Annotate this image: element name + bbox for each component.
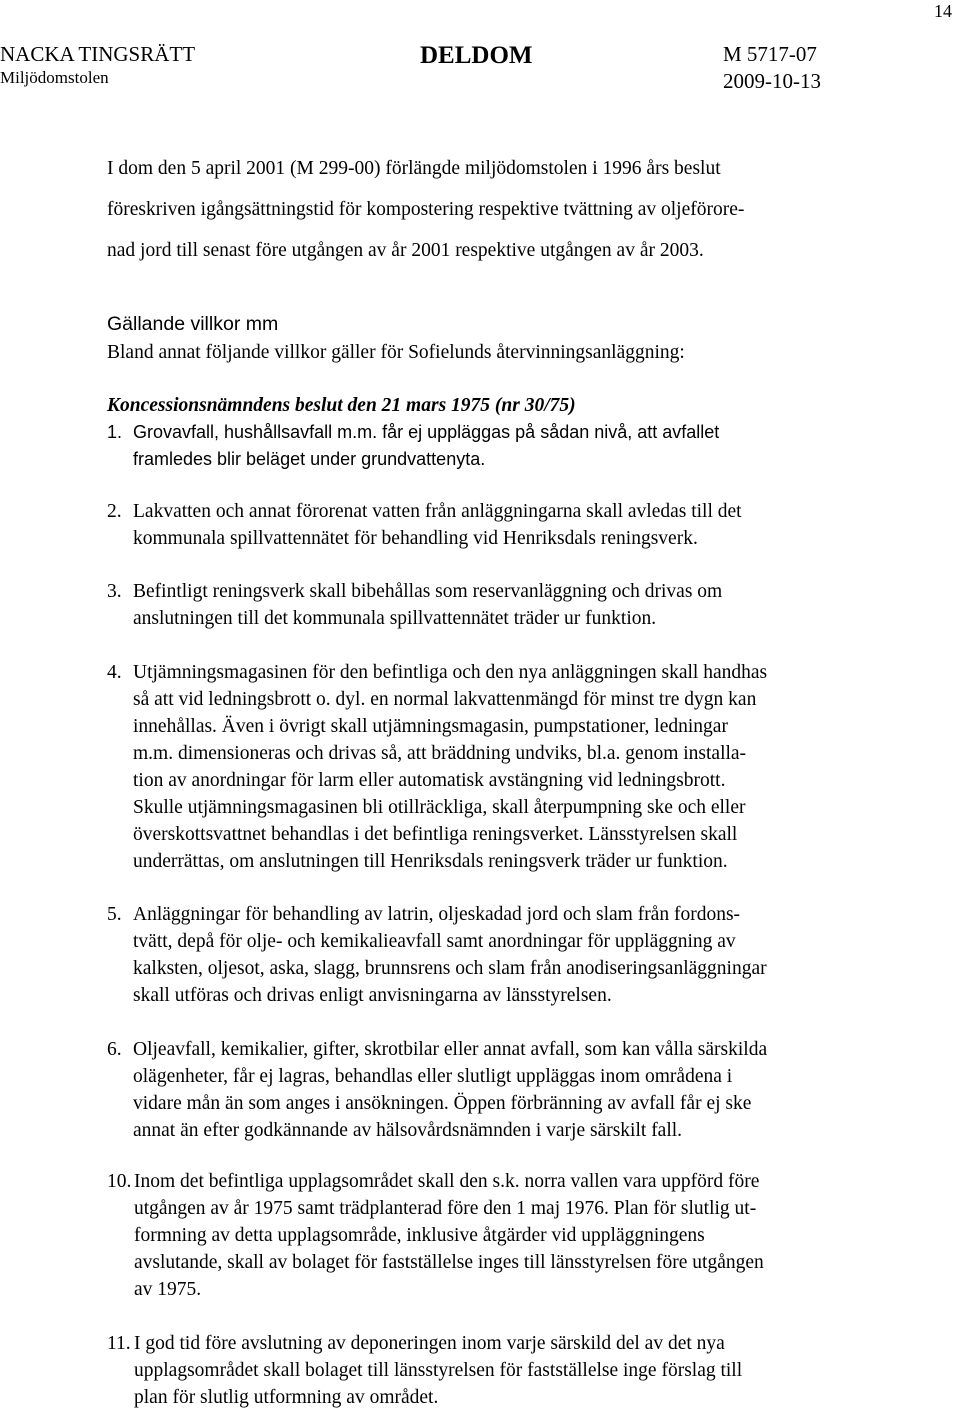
condition-line: överskottsvattnet behandlas i det befintliga reningsverket. Länsstyrelsen skall [133,824,738,845]
condition-line: Utjämningsmagasinen för den befintliga och den nya anläggningen skall handhas [133,662,768,683]
condition-line: Oljeavfall, kemikalier, gifter, skrotbilar eller annat avfall, som kan vålla särskilda [133,1039,768,1060]
condition-item-1 [107,419,872,473]
condition-line: skall utföras och drivas enligt anvisningarna av länsstyrelsen. [133,985,612,1006]
document-type: DELDOM [420,42,533,69]
intro-line: föreskriven igångsättningstid för kompostering respektive tvättning av oljeförore- [107,199,745,220]
condition-line: annat än efter godkännande av hälsovårdsnämnden i varje särskilt fall. [133,1120,683,1141]
page-number: 14 [934,1,952,21]
condition-item-10 [107,1168,872,1303]
condition-text [133,419,872,473]
condition-line: kommunala spillvattennätet för behandling vid Henriksdals reningsverk. [133,528,698,549]
condition-item-11 [107,1330,872,1411]
condition-line: Anläggningar för behandling av latrin, oljeskadad jord och slam från fordons- [133,904,741,925]
condition-number: 10. [107,1171,132,1192]
intro-line: nad jord till senast före utgången av år 2001 respektive utgången av år 2003. [107,240,704,261]
condition-line: formning av detta upplagsområde, inklusive åtgärder vid uppläggningens [134,1225,705,1246]
condition-line: tvätt, depå för olje- och kemikalieavfall samt anordningar för uppläggning av [133,931,736,952]
department-name: Miljödomstolen [0,68,109,87]
condition-line: utgången av år 1975 samt trädplanterad före den 1 maj 1976. Plan för slutlig ut- [134,1198,757,1219]
condition-line: Lakvatten och annat förorenat vatten från anläggningarna skall avledas till det [133,501,742,522]
condition-number: 1. [107,422,123,442]
decision-heading: Koncessionsnämndens beslut den 21 mars 1975 (nr 30/75) [107,395,576,416]
condition-line: plan för slutlig utformning av området. [134,1387,439,1408]
condition-text [133,901,872,1009]
condition-line: Grovavfall, hushållsavfall m.m. får ej uppläggas på sådan nivå, att avfallet [133,422,720,442]
condition-line: kalksten, oljesot, aska, slagg, brunnsrens och slam från anodiseringsanläggningar [133,958,767,979]
condition-item-5 [107,901,872,1009]
condition-line: I god tid före avslutning av deponeringen inom varje särskild del av det nya [134,1333,725,1354]
intro-line: I dom den 5 april 2001 (M 299-00) förlängde miljödomstolen i 1996 års beslut [107,158,721,179]
condition-item-2 [107,498,872,552]
condition-text [133,659,872,875]
condition-number: 4. [107,662,122,683]
intro-paragraph [107,148,872,271]
condition-line: så att vid ledningsbrott o. dyl. en normal lakvattenmängd för minst tre dygn kan [133,689,757,710]
condition-number: 5. [107,904,122,925]
section-heading: Gällande villkor mm [107,313,279,335]
condition-line: avslutande, skall av bolaget för fastställelse inges till länsstyrelsen före utgången [134,1252,764,1273]
condition-text [133,498,872,552]
document-date: 2009-10-13 [723,69,821,93]
condition-line: vidare mån än som anges i ansökningen. Öppen förbränning av avfall får ej ske [133,1093,752,1114]
condition-line: m.m. dimensioneras och drivas så, att bräddning undviks, bl.a. genom installa- [133,743,747,764]
condition-item-4 [107,659,872,875]
condition-line: underrättas, om anslutningen till Henriksdals reningsverk träder ur funktion. [133,851,728,872]
condition-line: av 1975. [134,1279,202,1300]
condition-text [134,1168,872,1303]
case-number: M 5717-07 [723,42,817,66]
condition-item-6 [107,1036,872,1144]
condition-line: Inom det befintliga upplagsområdet skall den s.k. norra vallen vara uppförd före [134,1171,760,1192]
condition-number: 3. [107,581,122,602]
condition-number: 2. [107,501,122,522]
section-lead: Bland annat följande villkor gäller för Sofielunds återvinningsanläggning: [107,342,685,363]
condition-text [133,578,872,632]
condition-line: framledes blir beläget under grundvattenyta. [133,449,486,469]
condition-line: anslutningen till det kommunala spillvattennätet träder ur funktion. [133,608,657,629]
condition-line: Befintligt reningsverk skall bibehållas som reservanläggning och drivas om [133,581,723,602]
condition-line: upplagsområdet skall bolaget till länsstyrelsen för fastställelse inge förslag till [134,1360,743,1381]
condition-item-3 [107,578,872,632]
condition-text [134,1330,872,1411]
condition-number: 11. [107,1333,131,1354]
condition-line: tion av anordningar för larm eller automatisk avstängning vid ledningsbrott. [133,770,726,791]
court-name: NACKA TINGSRÄTT [0,42,196,66]
condition-number: 6. [107,1039,122,1060]
condition-text [133,1036,872,1144]
condition-line: innehållas. Även i övrigt skall utjämningsmagasin, pumpstationer, ledningar [133,716,728,737]
condition-line: olägenheter, får ej lagras, behandlas eller slutligt uppläggas inom områdena i [133,1066,733,1087]
condition-line: Skulle utjämningsmagasinen bli otillräckliga, skall återpumpning ske och eller [133,797,746,818]
